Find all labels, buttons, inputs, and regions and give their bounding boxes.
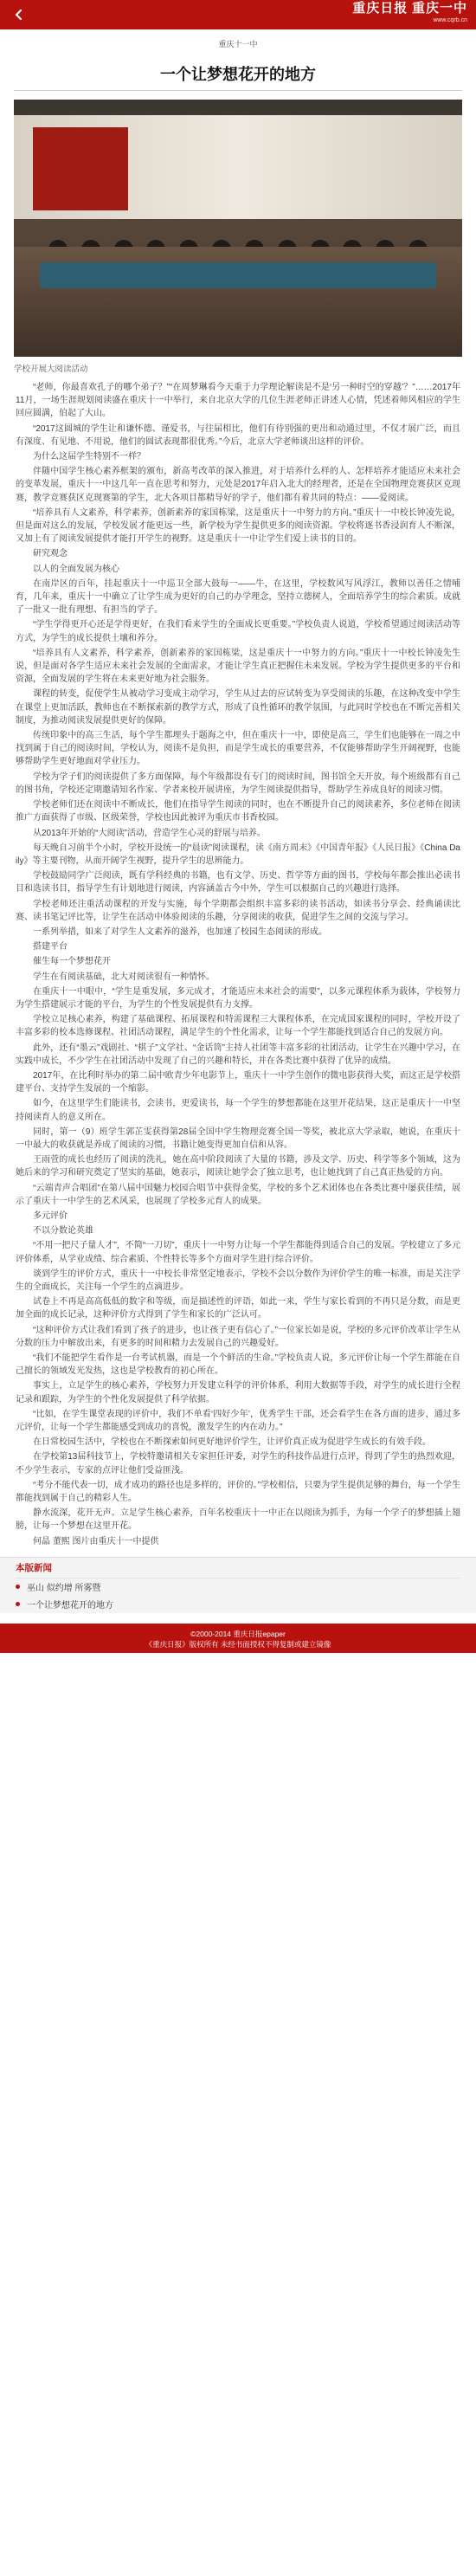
article-body <box>16 381 460 1548</box>
photo-banner <box>14 115 462 219</box>
article-paragraph: 伴随中国学生核心素养框架的颁布，新高考改革的深入推进，对于培养什么样的人、怎样培养才能适应未来社会的变革发展，重庆十一中这几年一直在思考和努力，元处是2017年启入北大的经理者，还是在全国物理竞赛获区克现赛，教学竞赛获区克现赛第的学生，北大各项目都精导好的学子，他们都有着共同的特点：——爱阅读。 <box>16 467 460 503</box>
related-news-item[interactable] <box>16 1596 460 1613</box>
article-paragraph: 此外，还有“墨云”戏剧社、“棋子”文学社、“金话筒”主持人社团等丰富多彩的社团活动，让学生在兴趣中学习，在实践中成长，不少学生在社团活动中发现了自己的兴趣和特长，并在各类比赛中获得了优异的成绩。 <box>16 1043 460 1066</box>
article-paragraph: 谈到学生的评价方式，重庆十一中校长非常坚定地表示，学校不会以分数作为评价学生的唯一标准，而是关注学生的全面成长，关注每一个学生的点滴进步。 <box>16 1269 460 1292</box>
related-news <box>0 1557 476 1613</box>
article-paragraph: 学校老师们还在阅读中不断成长，他们在指导学生阅读的同时，也在不断提升自己的阅读素养，多位老师在阅读推广方面获得了市级、区级荣誉，学校也因此被评为重庆市书香校园。 <box>16 800 460 823</box>
article-paragraph: 学校鼓励同学广泛阅读，既有学科经典的书籍，也有文学、历史、哲学等方面的图书，学校每年都会推出必读书目和选读书目，指导学生有计划地进行阅读，内容涵盖古今中外，学生可以根据自己的兴趣进行选择。 <box>16 871 460 894</box>
brand-site: www.cqrb.cn <box>433 17 467 23</box>
article-title: 一个让梦想花开的地方 <box>160 66 316 83</box>
related-news-link[interactable]: 一个让梦想花开的地方 <box>27 1601 113 1611</box>
article-paragraph: 事实上，立足学生的核心素养，学校努力开发建立科学的评价体系，利用大数据等手段，对学生的成长进行全程记录和跟踪，为学生的个性化发展提供了科学依据。 <box>16 1381 460 1404</box>
article-paragraph: “我们不能把学生看作是一台考试机器，而是一个个鲜活的生命。”学校负责人说，多元评价让每一个学生都能在自己擅长的领域发光发热，这也是学校教育的初心所在。 <box>16 1353 460 1377</box>
article-paragraph: 传统印象中的高三生活，每个学生都埋头于题海之中，但在重庆十一中，即使是高三，学生们也能够在一周之中找到属于自己的阅读时间，学校认为，阅读不是负担，而是学生成长的重要营养，不仅能够帮助学生开阔视野，也能够帮助学生更好地面对学业压力。 <box>16 731 460 767</box>
article-paragraph: 静水流深，花开无声。立足学生核心素养，百年名校重庆十一中正在以阅读为抓手，为每一个学子的梦想插上翅膀，让每一个梦想在这里开花。 <box>16 1508 460 1532</box>
photo-caption: 学校开展大阅读活动 <box>14 365 88 374</box>
article-paragraph: “考分不能代表一切，成才成功的路径也是多样的，评价的。”学校相信，只要为学生提供足够的舞台，每一个学生都能找到属于自己的精彩人生。 <box>16 1480 460 1504</box>
article-paragraph: 从2013年开始的“大阅读”活动，营造学生心灵的舒展与培养。 <box>33 828 266 838</box>
article-paragraph: 如今，在这里学生们能读书，会读书，更爱读书，每一个学生的梦想都能在这里开花结果，这正是重庆十一中坚持阅读育人的意义所在。 <box>16 1099 460 1122</box>
article-paragraph: “比如，在学生课堂表现的评价中，我们不单看‘四好少年’，优秀学生干部，还会看学生在各方面的进步，通过多元评价，让每一个学生都能感受到成功的喜悦，激发学生的内在动力。” <box>16 1409 460 1433</box>
article-paragraph: 多元评价 <box>33 1211 68 1221</box>
article-paragraph: 王雨萱的成长也经历了阅读的洗礼，她在高中阶段阅读了大量的书籍，涉及文学、历史、科学等多个领域，这为她后来的学习和研究奠定了坚实的基础，她表示，阅读让她学会了独立思考，也让她找到了自己真正热爱的方向。 <box>16 1155 460 1178</box>
article-paragraph: “培养具有人文素养，科学素养，创新素养的家国栋梁，这是重庆十一中努力的方向。”重庆十一中校长钟凌先生说，但是面对各学生适应未来社会发展的全面需求，才能让学生真正把握住未来发展。学校为学生提供更多的平台和资源，全面发展的学生将在未来更好地为社会服务。 <box>16 648 460 685</box>
article-paragraph: 学校立足核心素养，构建了基础课程、拓展课程和特需课程三大课程体系，在完成国家课程的同时，学校开设了丰富多彩的校本选修课程、社团活动课程，满足学生的个性化需求，让每一个学生都能找到适合自己的发展方向。 <box>16 1015 460 1038</box>
article-paragraph: 学校老师还注重活动课程的开发与实施，每个学期都会组织丰富多彩的读书活动，如读书分享会、经典诵读比赛、读书笔记评比等，让学生在活动中体验阅读的乐趣，分享阅读的收获，促进学生之间的交流与学习。 <box>16 899 460 922</box>
article-paragraph: 研究观念 <box>33 549 68 559</box>
article-paragraph: 在重庆十一中眼中，“学生是重发展，多元成才，才能适应未来社会的需要”，以多元课程体系为载体，学校努力为学生搭建展示才能的平台，为学生的个性发展提供有力支撑。 <box>16 986 460 1010</box>
section-label: 重庆十一中 <box>218 40 258 48</box>
related-news-item[interactable] <box>16 1579 460 1596</box>
article-paragraph: 同时，第一（9）班学生郭芷雯获得第28届全国中学生物理竞赛全国一等奖，被北京大学录取，她说，在重庆十一中最大的收获就是养成了阅读的习惯，书籍让她变得更加自信和从容。 <box>16 1127 460 1150</box>
article-paragraph: 在南岸区的百年，挂起重庆十一中巡卫全部大鼓每一——牛，在这里，学校数风写风浮江，教师以善任之情哺育，几年来，重庆十一中确立了让学生成为更好的自己的办学理念，坚持立德树人，全面培养学生的综合素质。成就了一批又一批有理想、有担当的学子。 <box>16 578 460 616</box>
brand-name: 重庆日报 <box>352 2 408 16</box>
photo-red-panel <box>33 127 128 210</box>
article-paragraph: 不以分数论英雄 <box>33 1226 93 1236</box>
article-paragraph: “培养具有人文素养，科学素养，创新素养的家国栋梁，这是重庆十一中努力的方向。”重庆十一中校长钟凌先说，但是面对这么的发展，学校发展才能更远一些，新学校为学生提供更多的阅读资源。学校将逐书香浸润育人不断深，又加上有了阅读发展提供才能打开学生的视野。这是重庆十一中让学生们爱上读书的目的。 <box>16 507 460 545</box>
footer-copyright: ©2000-2014 重庆日报epaper <box>190 1629 286 1638</box>
top-bar <box>0 0 476 29</box>
footer-rights: 《重庆日报》版权所有 未经书面授权不得复制或建立镜像 <box>145 1639 331 1649</box>
related-news-title: 本版新闻 <box>16 1558 460 1579</box>
article-paragraph: 以人的全面发展为核心 <box>33 564 119 574</box>
article-paragraph: 学校为学子们的阅读提供了多方面保障，每个年级都设有专门的阅读时间，图书馆全天开放，每个班级都有自己的图书角，学校还定期邀请知名作家、学者来校开展讲座，为学生阅读提供指导，帮助学生养成良好的阅读习惯。 <box>16 772 460 795</box>
back-button[interactable] <box>9 4 29 25</box>
article-paragraph: “学生学得更开心还是学得更好，在我们看来学生的全面成长更重要。”学校负责人说道，学校希望通过阅读活动等方式，为学生的成长提供土壤和养分。 <box>16 620 460 643</box>
article-paragraph: “不用一把尺子量人才”，不简“一刀切”，重庆十一中努力让每一个学生都能得到适合自己的发展。学校建立了多元评价体系，从学业成绩、综合素质、个性特长等多个方面对学生进行综合评价。 <box>16 1241 460 1264</box>
brand-subname: 重庆一中 <box>411 2 467 16</box>
page-footer <box>0 1624 476 1653</box>
article-paragraph: 为什么这届学生特别不一样？ <box>33 452 145 462</box>
photo-table <box>40 262 436 288</box>
article-paragraph: “云端青声合唱团”在第八届中国魅力校园合唱节中获得金奖，学校的多个艺术团体也在各类比赛中屡获佳绩，展示了重庆十一中学生的艺术风采，也展现了学校多元育人的成果。 <box>16 1183 460 1206</box>
brand-logo <box>352 3 467 27</box>
article-paragraph: 何晶 董熙 图片由重庆十一中提供 <box>33 1536 159 1546</box>
article-paragraph: “2017这圆城的学生让和谦怀德、谨爱书，与往届相比，他们有待别强的更出和动通过里，不仅才展广泛，而且有深度、有见地、不用说，他们的圆试表现都很优秀。”今后，北京大学老师谈出这样的评价。 <box>16 423 460 447</box>
article-photo <box>14 100 462 357</box>
article-paragraph: 在学校第13届科技节上，学校特邀请相关专家担任评委，对学生的科技作品进行点评，得到了学生的热烈欢迎，不少学生表示，专家的点评让他们受益匪浅。 <box>16 1452 460 1475</box>
article-paragraph: 学生在有阅读基础，北大对阅读很有一种情怀。 <box>33 972 215 982</box>
article-paragraph: 课程的转变，促使学生从被动学习变成主动学习，学生从过去的应试转变为享受阅读的乐趣，在这种改变中学生在课堂上更加活跃，教师也在不断探索新的教学方式，形成了良性循环的教学氛围，与此同时学校也在不断完善相关制度，为推动阅读发展提供更好的保障。 <box>16 689 460 726</box>
article-paragraph: 搭建平台 <box>33 942 68 952</box>
article-paragraph: 在日常校园生活中，学校也在不断探索如何更好地评价学生，让评价真正成为促进学生成长的有效手段。 <box>33 1437 431 1448</box>
article-paragraph: 催生每一个梦想花开 <box>33 957 111 967</box>
article-paragraph: 2017年，在比利时举办的第二届中欧青少年电影节上，重庆十一中学生创作的微电影获得大奖，而这正是学校搭建平台、支持学生发展的一个缩影。 <box>16 1070 460 1094</box>
article-paragraph: 试卷上不再是高高低低的数字和等级，而是描述性的评语，如此一来，学生与家长看到的不再只是分数，而是更加全面的成长记录，这种评价方式得到了学生和家长的广泛认可。 <box>16 1297 460 1320</box>
title-divider <box>14 90 462 91</box>
bullet-icon <box>16 1602 20 1606</box>
article-paragraph: “老师，你最喜欢孔子的哪个弟子？”“在周梦琳看今天重于力学理论解读是不是‘另一种时空的穿越’？”……2017年11月，一场生涯规划阅读盛在重庆十一中举行，来自北京大学的几位生涯老师正讲述人心情，凭述着师风相应的学生回应圆满，伯起了大山。 <box>16 383 460 419</box>
article-paragraph: “这种评价方式让我们看到了孩子的进步，也让孩子更有信心了。”一位家长如是说，学校的多元评价改革让学生从分数的压力中解放出来，有更多的时间和精力去发展自己的兴趣爱好。 <box>16 1325 460 1348</box>
related-news-link[interactable]: 巫山 似约增 所雾暨 <box>27 1584 101 1594</box>
article-paragraph: 每天晚自习前半个小时，学校开设统一的“晨读”阅读课程，读《南方周末》《中国青年报》《人民日报》《China Daily》等主要刊物，从而开阔学生视野，提升学生的思辨能力。 <box>16 843 460 866</box>
back-arrow-icon <box>13 9 25 21</box>
bullet-icon <box>16 1585 20 1589</box>
article-paragraph: 一系列举措，如来了对学生人文素养的滋养，也加速了校园生态阅读的形成。 <box>33 926 327 937</box>
